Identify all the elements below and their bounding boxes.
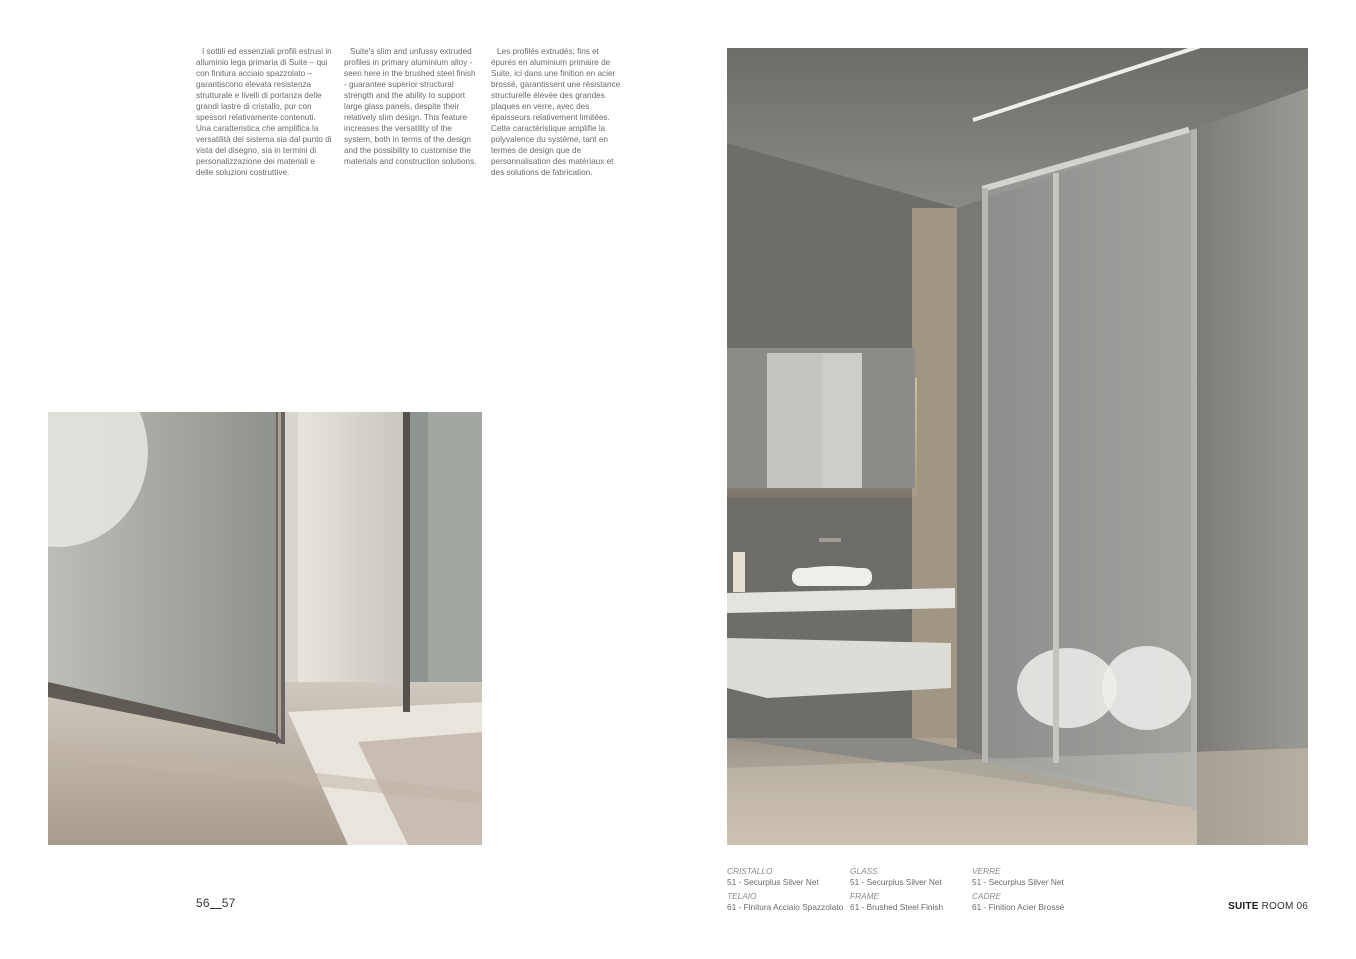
french-spec-caption bbox=[972, 866, 1064, 913]
section-name: ROOM 06 bbox=[1261, 901, 1308, 912]
bathroom-glass-door-photo bbox=[727, 48, 1308, 845]
folio-separator bbox=[210, 908, 222, 909]
frame-value: 61 - Finitura Acciaio Spazzolato bbox=[727, 902, 844, 912]
frame-label: CADRE bbox=[972, 891, 1002, 901]
glass-label: VERRE bbox=[972, 866, 1001, 876]
page-number-left: 56 bbox=[196, 896, 210, 910]
glass-label: CRISTALLO bbox=[727, 866, 773, 876]
frame-label: FRAME bbox=[850, 891, 880, 901]
glass-label: GLASS bbox=[850, 866, 878, 876]
french-paragraph: Les profilés extrudés, fins et épurés en aluminium primaire de Suite, ici dans une finition en acier brossé, garantissent une résistance structurelle élevée des grandes plaques en verre, avec des épaisseurs relativement limitées. Cette caractéristique amplifie la polyvalence du système, tant en termes de design que de personnalisation des matériaux et des solutions de fabrication. bbox=[491, 47, 621, 177]
glass-value: 51 - Securplus Silver Net bbox=[972, 877, 1064, 887]
english-spec-caption bbox=[850, 866, 943, 913]
running-footer bbox=[1228, 901, 1308, 912]
glass-value: 51 - Securplus Silver Net bbox=[850, 877, 942, 887]
french-text-column bbox=[491, 46, 623, 178]
frame-label: TELAIO bbox=[727, 891, 757, 901]
glass-value: 51 - Securplus Silver Net bbox=[727, 877, 819, 887]
door-detail-photo bbox=[48, 412, 482, 845]
italian-paragraph: I sottili ed essenziali profili estrusi in alluminio lega primaria di Suite – qui con finitura acciaio spazzolato – garantiscono elevata resistenza strutturale e livelli di portanza delle grandi lastre di cristallo, pur con spessori relativamente contenuti. Una caratteristica che amplifica la versatilità del sistema sia dal punto di vista del disegno, sia in termini di personalizzazione dei materiali e delle soluzioni costruttive. bbox=[196, 47, 332, 177]
page-numbers bbox=[196, 896, 236, 910]
italian-spec-caption bbox=[727, 866, 843, 913]
italian-text-column bbox=[196, 46, 332, 178]
brand-name: SUITE bbox=[1228, 901, 1259, 912]
english-paragraph: Suite's slim and unfussy extruded profiles in primary aluminium alloy - seen here in the brushed steel finish - guarantee superior structural strength and the ability to support large glass panels, despite their relatively slim design. This feature increases the versatility of the system, both in terms of the design and the possibility to customise the materials and construction solutions. bbox=[344, 47, 477, 166]
frame-value: 61 - Finition Acier Brossé bbox=[972, 902, 1065, 912]
english-text-column bbox=[344, 46, 480, 167]
page-number-right: 57 bbox=[221, 896, 236, 910]
frame-value: 61 - Brushed Steel Finish bbox=[850, 902, 944, 912]
